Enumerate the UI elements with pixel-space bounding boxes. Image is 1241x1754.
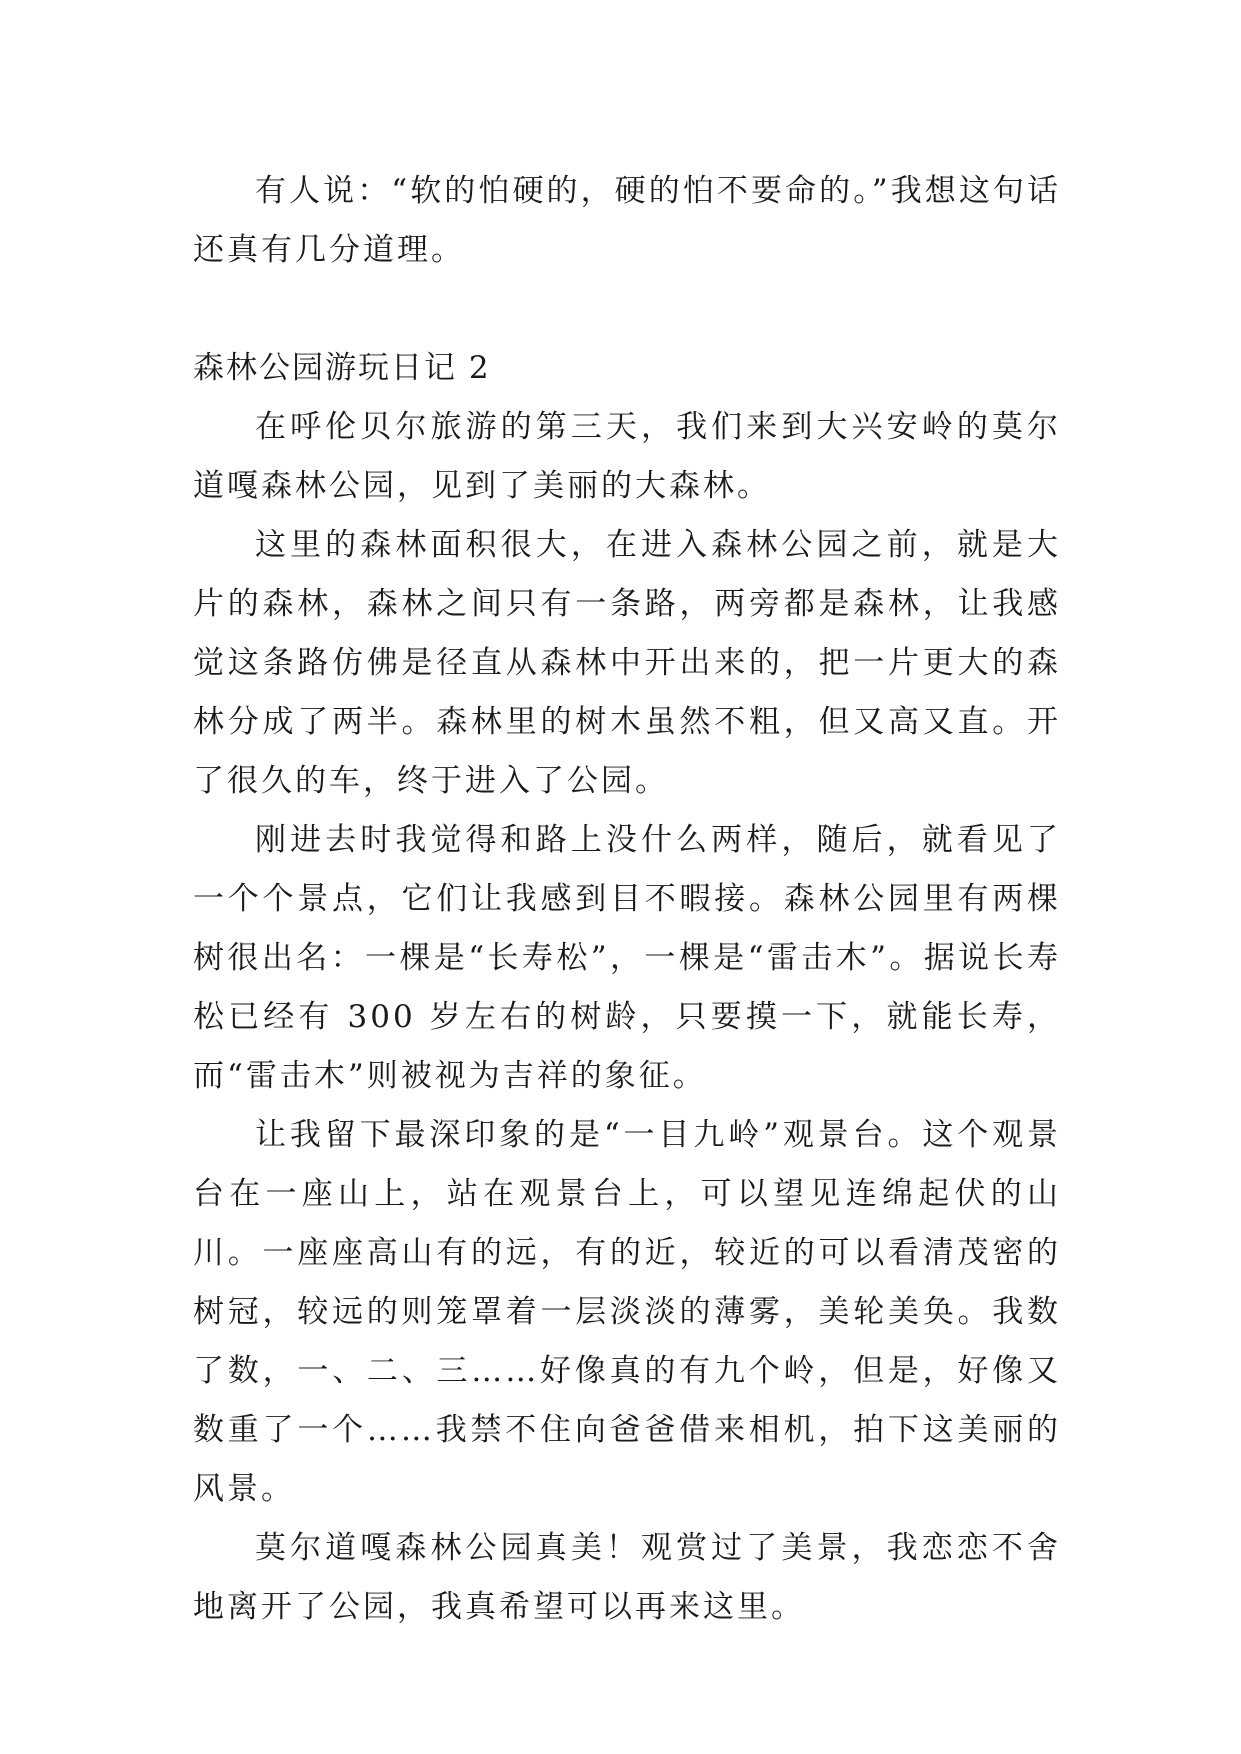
- intro-paragraph: 有人说：“软的怕硬的，硬的怕不要命的。”我想这句话还真有几分道理。: [193, 173, 1061, 268]
- body-paragraph-5: 莫尔道嘎森林公园真美！观赏过了美景，我恋恋不舍地离开了公园，我真希望可以再来这里。: [193, 1530, 1061, 1625]
- body-paragraph-3: 刚进去时我觉得和路上没什么两样，随后，就看见了一个个景点，它们让我感到目不暇接。森林公园里有两棵树很出名：一棵是“长寿松”，一棵是“雷击木”。据说长寿松已经有 300 岁左右的树龄，只要摸一下，就能长寿，而“雷击木”则被视为吉祥的象征。: [193, 822, 1061, 1094]
- body-paragraph-1: 在呼伦贝尔旅游的第三天，我们来到大兴安岭的莫尔道嘎森林公园，见到了美丽的大森林。: [193, 409, 1061, 504]
- section-title: 森林公园游玩日记 2: [193, 350, 491, 386]
- document-body: [193, 162, 1061, 1637]
- body-paragraph-2: 这里的森林面积很大，在进入森林公园之前，就是大片的森林，森林之间只有一条路，两旁都是森林，让我感觉这条路仿佛是径直从森林中开出来的，把一片更大的森林分成了两半。森林里的树木虽然不粗，但又高又直。开了很久的车，终于进入了公园。: [193, 527, 1061, 799]
- body-paragraph-4: 让我留下最深印象的是“一目九岭”观景台。这个观景台在一座山上，站在观景台上，可以望见连绵起伏的山川。一座座高山有的远，有的近，较近的可以看清茂密的树冠，较远的则笼罩着一层淡淡的薄雾，美轮美奂。我数了数，一、二、三……好像真的有九个岭，但是，好像又数重了一个……我禁不住向爸爸借来相机，拍下这美丽的风景。: [193, 1117, 1061, 1507]
